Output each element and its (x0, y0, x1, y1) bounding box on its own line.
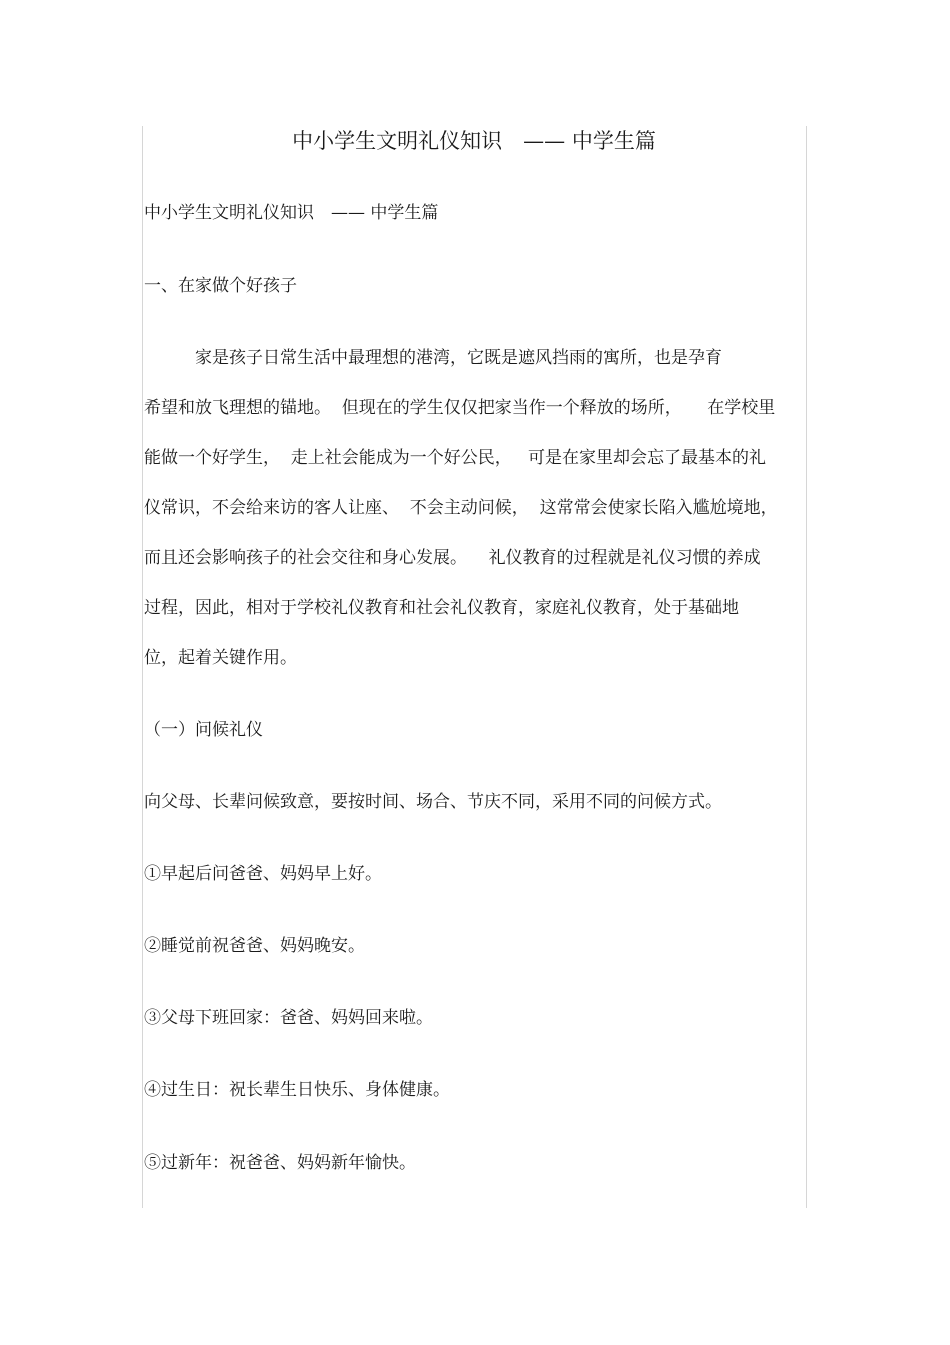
paragraph-line: 仪常识，不会给来访的客人让座、 不会主动问候， 这常常会使家长陷入尴尬境地， (144, 498, 778, 518)
subsection-heading: （一）问候礼仪 (144, 720, 263, 740)
list-item: ②睡觉前祝爸爸、妈妈晚安。 (144, 936, 365, 956)
document-title: 中小学生文明礼仪知识 —— 中学生篇 (292, 129, 656, 153)
paragraph-line: 过程，因此，相对于学校礼仪教育和社会礼仪教育，家庭礼仪教育，处于基础地 (144, 598, 739, 618)
list-item: ③父母下班回家：爸爸、妈妈回来啦。 (144, 1008, 433, 1028)
paragraph-line: 希望和放飞理想的锚地。 但现在的学生仅仅把家当作一个释放的场所， 在学校里 (144, 398, 776, 418)
paragraph-line: 位，起着关键作用。 (144, 648, 297, 668)
section-heading: 一、在家做个好孩子 (144, 276, 297, 296)
right-margin-rule (806, 126, 807, 1208)
subsection-intro: 向父母、长辈问候致意，要按时间、场合、节庆不同，采用不同的问候方式。 (144, 792, 722, 812)
left-margin-rule (142, 126, 143, 1208)
list-item: ⑤过新年：祝爸爸、妈妈新年愉快。 (144, 1153, 416, 1173)
list-item: ①早起后问爸爸、妈妈早上好。 (144, 864, 382, 884)
paragraph-line: 家是孩子日常生活中最理想的港湾，它既是遮风挡雨的寓所，也是孕育 (144, 348, 722, 368)
paragraph-line: 而且还会影响孩子的社会交往和身心发展。 礼仪教育的过程就是礼仪习惯的养成 (144, 548, 761, 568)
paragraph-line: 能做一个好学生， 走上社会能成为一个好公民， 可是在家里却会忘了最基本的礼 (144, 448, 767, 468)
list-item: ④过生日：祝长辈生日快乐、身体健康。 (144, 1080, 450, 1100)
document-subtitle: 中小学生文明礼仪知识 —— 中学生篇 (144, 203, 439, 223)
